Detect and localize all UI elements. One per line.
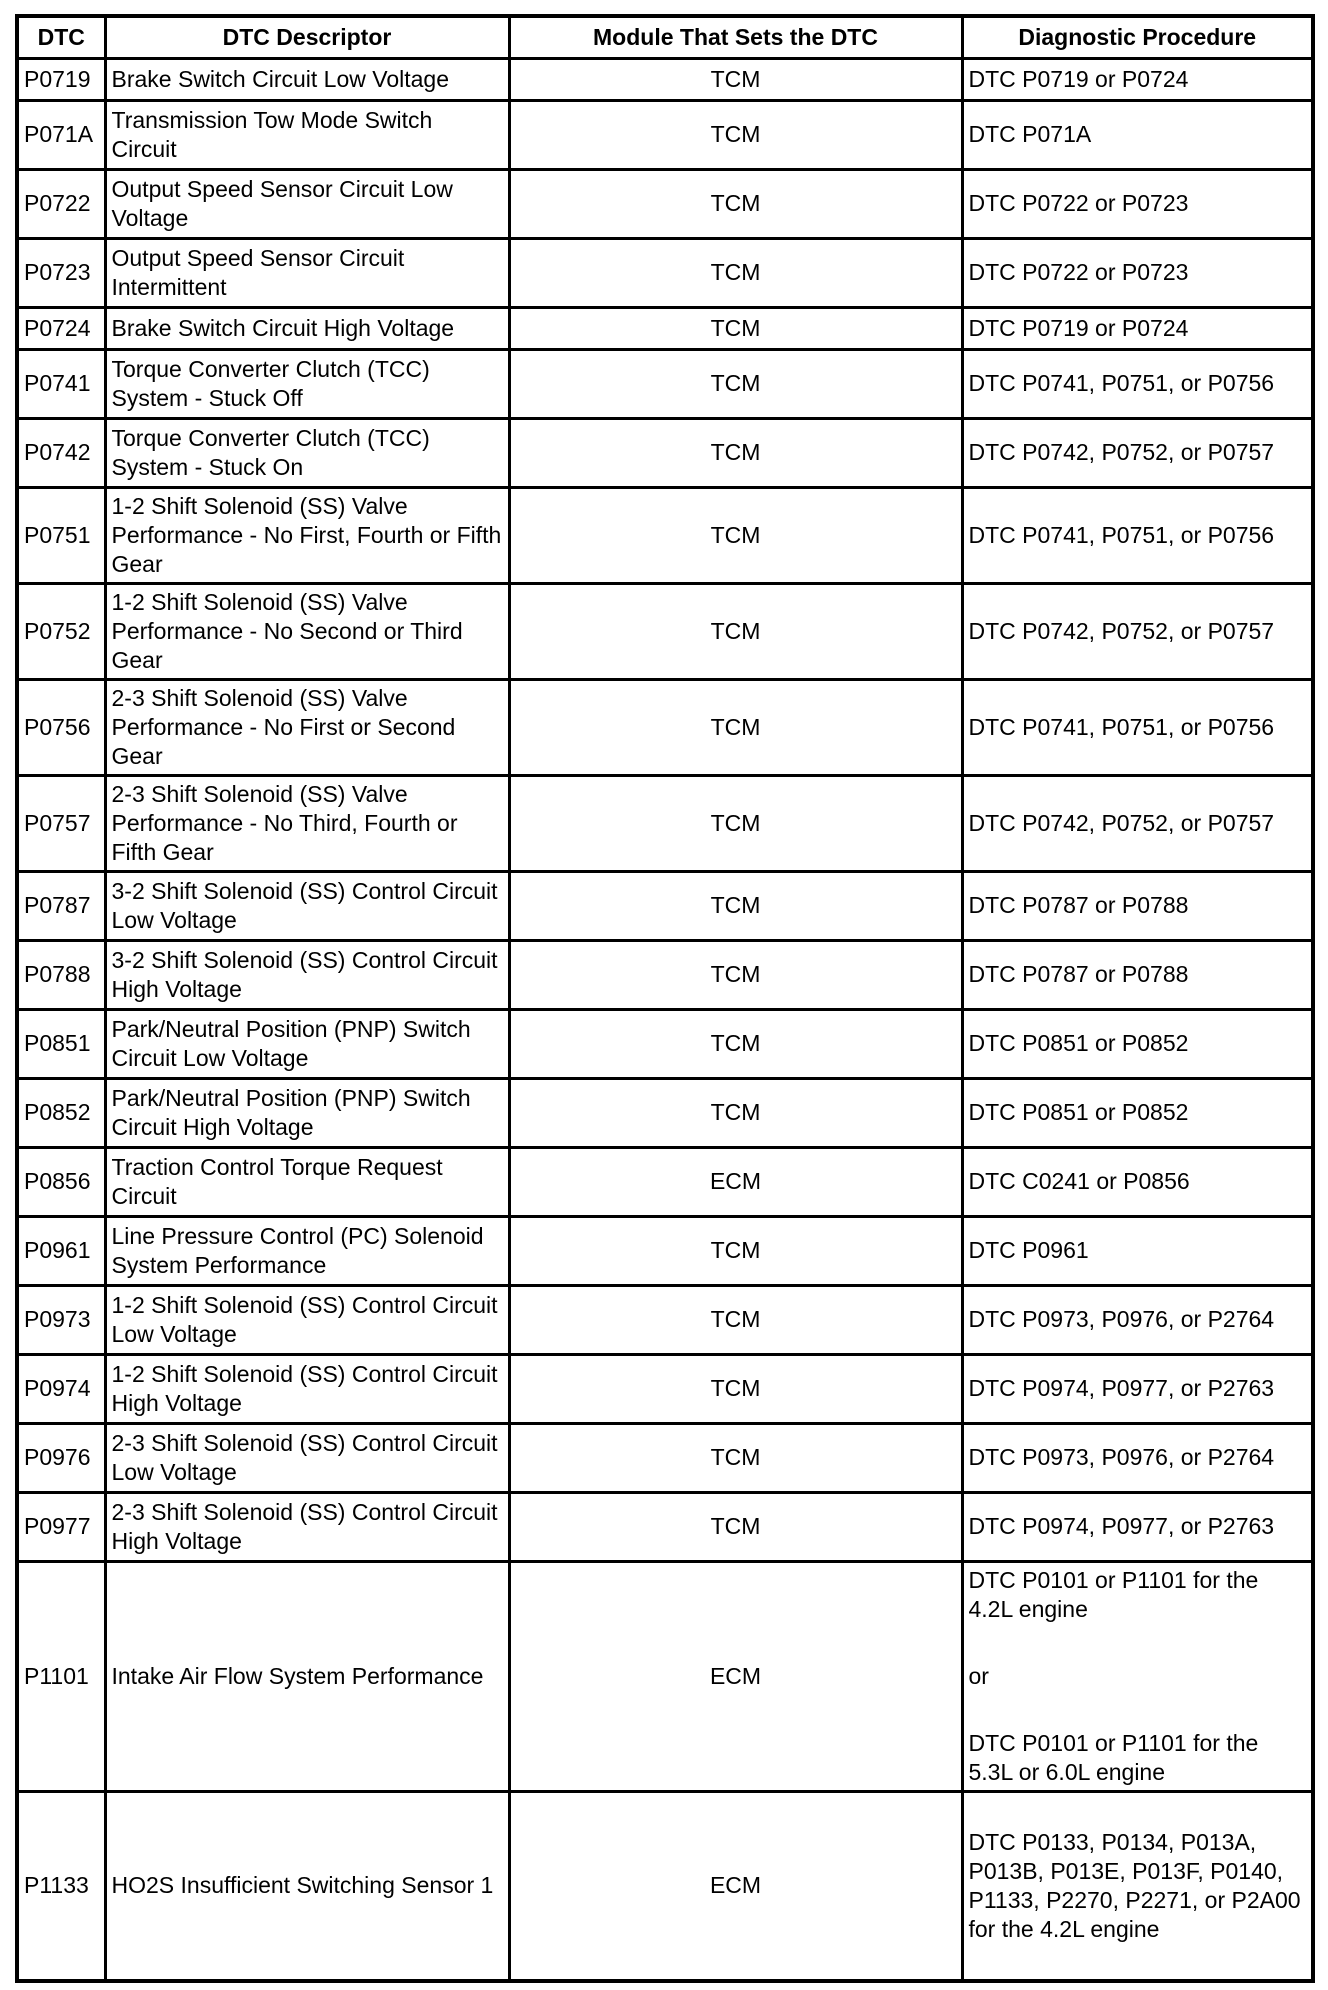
dtc-descriptor-cell: Traction Control Torque Request Circuit <box>105 1147 509 1216</box>
dtc-descriptor-cell: Output Speed Sensor Circuit Intermittent <box>105 238 509 307</box>
table-row <box>17 169 1313 238</box>
diagnostic-procedure-cell <box>962 1354 1313 1423</box>
dtc-descriptor-cell: 1-2 Shift Solenoid (SS) Valve Performance - No First, Fourth or Fifth Gear <box>105 487 509 583</box>
procedure-text: DTC P0742, P0752, or P0757 <box>968 809 1275 836</box>
dtc-code-cell: P0788 <box>17 940 105 1009</box>
procedure-text: DTC P0741, P0751, or P0756 <box>968 521 1275 548</box>
diagnostic-procedure-cell <box>962 100 1313 169</box>
dtc-descriptor-cell: Intake Air Flow System Performance <box>105 1561 509 1791</box>
diagnostic-procedure-cell <box>962 1285 1313 1354</box>
dtc-code-cell: P0856 <box>17 1147 105 1216</box>
module-cell: TCM <box>509 1216 962 1285</box>
dtc-table <box>15 14 1315 1983</box>
table-row <box>17 1561 1313 1791</box>
module-cell: TCM <box>509 238 962 307</box>
dtc-descriptor-cell: 2-3 Shift Solenoid (SS) Control Circuit Low Voltage <box>105 1423 509 1492</box>
module-cell: TCM <box>509 58 962 100</box>
procedure-text: DTC P071A <box>968 121 1092 147</box>
diagnostic-procedure-cell <box>962 1492 1313 1561</box>
module-cell: TCM <box>509 1009 962 1078</box>
header-module: Module That Sets the DTC <box>509 16 962 58</box>
procedure-text: DTC P0741, P0751, or P0756 <box>968 713 1275 740</box>
module-cell: TCM <box>509 1078 962 1147</box>
diagnostic-procedure-cell <box>962 349 1313 418</box>
module-cell: TCM <box>509 307 962 349</box>
table-row <box>17 1216 1313 1285</box>
diagnostic-procedure-cell <box>962 1216 1313 1285</box>
procedure-text: DTC P0787 or P0788 <box>968 892 1189 918</box>
dtc-code-cell: P0724 <box>17 307 105 349</box>
procedure-text: or <box>968 1662 989 1689</box>
dtc-code-cell: P0741 <box>17 349 105 418</box>
dtc-code-cell: P0742 <box>17 418 105 487</box>
procedure-text: DTC P0719 or P0724 <box>968 314 1189 341</box>
module-cell: TCM <box>509 1354 962 1423</box>
dtc-descriptor-cell: 2-3 Shift Solenoid (SS) Valve Performance - No Third, Fourth or Fifth Gear <box>105 775 509 871</box>
dtc-code-cell: P0976 <box>17 1423 105 1492</box>
dtc-descriptor-cell: Output Speed Sensor Circuit Low Voltage <box>105 169 509 238</box>
dtc-code-cell: P0974 <box>17 1354 105 1423</box>
module-cell: TCM <box>509 775 962 871</box>
table-body <box>17 58 1313 1981</box>
procedure-text: DTC P0851 or P0852 <box>968 1099 1189 1125</box>
module-cell: TCM <box>509 169 962 238</box>
module-cell: TCM <box>509 871 962 940</box>
procedure-text: DTC P0719 or P0724 <box>968 65 1189 92</box>
diagnostic-procedure-cell <box>962 1078 1313 1147</box>
dtc-code-cell: P0787 <box>17 871 105 940</box>
dtc-code-cell: P0851 <box>17 1009 105 1078</box>
table-row <box>17 418 1313 487</box>
dtc-code-cell: P0977 <box>17 1492 105 1561</box>
procedure-text: DTC P0742, P0752, or P0757 <box>968 439 1275 465</box>
table-row <box>17 1078 1313 1147</box>
dtc-descriptor-cell: 2-3 Shift Solenoid (SS) Control Circuit High Voltage <box>105 1492 509 1561</box>
header-dtc: DTC <box>17 16 105 58</box>
diagnostic-procedure-cell <box>962 940 1313 1009</box>
module-cell: TCM <box>509 100 962 169</box>
dtc-descriptor-cell: Park/Neutral Position (PNP) Switch Circuit High Voltage <box>105 1078 509 1147</box>
diagnostic-procedure-cell <box>962 58 1313 100</box>
table-row <box>17 487 1313 583</box>
table-row <box>17 1147 1313 1216</box>
dtc-descriptor-cell: Torque Converter Clutch (TCC) System - Stuck On <box>105 418 509 487</box>
diagnostic-procedure-cell <box>962 871 1313 940</box>
header-row <box>17 16 1313 58</box>
dtc-descriptor-cell: HO2S Insufficient Switching Sensor 1 <box>105 1791 509 1981</box>
procedure-text: DTC P0787 or P0788 <box>968 961 1189 987</box>
dtc-code-cell: P0756 <box>17 679 105 775</box>
procedure-text: DTC P0742, P0752, or P0757 <box>968 617 1275 644</box>
dtc-descriptor-cell: Line Pressure Control (PC) Solenoid System Performance <box>105 1216 509 1285</box>
diagnostic-procedure-cell <box>962 1561 1313 1791</box>
module-cell: TCM <box>509 487 962 583</box>
module-cell: TCM <box>509 1423 962 1492</box>
table-row <box>17 940 1313 1009</box>
table-row <box>17 583 1313 679</box>
dtc-code-cell: P0751 <box>17 487 105 583</box>
table-row <box>17 1423 1313 1492</box>
module-cell: ECM <box>509 1791 962 1981</box>
diagnostic-procedure-cell <box>962 1009 1313 1078</box>
table-row <box>17 100 1313 169</box>
diagnostic-procedure-cell <box>962 307 1313 349</box>
table-row <box>17 871 1313 940</box>
table-row <box>17 775 1313 871</box>
dtc-descriptor-cell: Park/Neutral Position (PNP) Switch Circuit Low Voltage <box>105 1009 509 1078</box>
module-cell: TCM <box>509 1285 962 1354</box>
dtc-descriptor-cell: 3-2 Shift Solenoid (SS) Control Circuit Low Voltage <box>105 871 509 940</box>
table-row <box>17 1285 1313 1354</box>
dtc-code-cell: P0973 <box>17 1285 105 1354</box>
procedure-text: DTC P0101 or P1101 for the 5.3L or 6.0L engine <box>968 1729 1259 1785</box>
table-row <box>17 58 1313 100</box>
dtc-descriptor-cell: Transmission Tow Mode Switch Circuit <box>105 100 509 169</box>
dtc-code-cell: P0723 <box>17 238 105 307</box>
procedure-text: DTC P0974, P0977, or P2763 <box>968 1513 1275 1539</box>
dtc-code-cell: P0852 <box>17 1078 105 1147</box>
dtc-code-cell: P0961 <box>17 1216 105 1285</box>
table-row <box>17 307 1313 349</box>
procedure-text: DTC P0851 or P0852 <box>968 1030 1189 1056</box>
procedure-text: DTC P0974, P0977, or P2763 <box>968 1375 1275 1401</box>
procedure-text: DTC P0133, P0134, P013A, P013B, P013E, P013F, P0140, P1133, P2270, P2271, or P2A00 for the 4.2L engine <box>968 1828 1301 1942</box>
diagnostic-procedure-cell <box>962 169 1313 238</box>
diagnostic-procedure-cell <box>962 238 1313 307</box>
table-row <box>17 349 1313 418</box>
dtc-code-cell: P1133 <box>17 1791 105 1981</box>
module-cell: ECM <box>509 1147 962 1216</box>
procedure-text: DTC P0722 or P0723 <box>968 190 1189 216</box>
procedure-text: DTC P0101 or P1101 for the 4.2L engine <box>968 1566 1259 1622</box>
procedure-text: DTC P0973, P0976, or P2764 <box>968 1306 1275 1332</box>
module-cell: TCM <box>509 583 962 679</box>
module-cell: TCM <box>509 1492 962 1561</box>
diagnostic-procedure-cell <box>962 418 1313 487</box>
dtc-descriptor-cell: Brake Switch Circuit High Voltage <box>105 307 509 349</box>
module-cell: ECM <box>509 1561 962 1791</box>
dtc-descriptor-cell: 1-2 Shift Solenoid (SS) Valve Performance - No Second or Third Gear <box>105 583 509 679</box>
diagnostic-procedure-cell <box>962 1147 1313 1216</box>
diagnostic-procedure-cell <box>962 1423 1313 1492</box>
module-cell: TCM <box>509 418 962 487</box>
header-procedure: Diagnostic Procedure <box>962 16 1313 58</box>
dtc-descriptor-cell: Brake Switch Circuit Low Voltage <box>105 58 509 100</box>
diagnostic-procedure-cell <box>962 775 1313 871</box>
dtc-code-cell: P071A <box>17 100 105 169</box>
table-row <box>17 1492 1313 1561</box>
procedure-text: DTC C0241 or P0856 <box>968 1168 1190 1194</box>
dtc-descriptor-cell: 1-2 Shift Solenoid (SS) Control Circuit High Voltage <box>105 1354 509 1423</box>
diagnostic-procedure-cell <box>962 1791 1313 1981</box>
procedure-text: DTC P0722 or P0723 <box>968 259 1189 285</box>
header-descriptor: DTC Descriptor <box>105 16 509 58</box>
table-row <box>17 238 1313 307</box>
procedure-text: DTC P0973, P0976, or P2764 <box>968 1444 1275 1470</box>
table-row <box>17 679 1313 775</box>
diagnostic-procedure-cell <box>962 679 1313 775</box>
dtc-code-cell: P0757 <box>17 775 105 871</box>
procedure-text: DTC P0741, P0751, or P0756 <box>968 370 1275 396</box>
dtc-code-cell: P0719 <box>17 58 105 100</box>
module-cell: TCM <box>509 679 962 775</box>
dtc-code-cell: P0722 <box>17 169 105 238</box>
table-row <box>17 1009 1313 1078</box>
procedure-spacer <box>969 1691 1307 1729</box>
dtc-descriptor-cell: 3-2 Shift Solenoid (SS) Control Circuit High Voltage <box>105 940 509 1009</box>
dtc-code-cell: P0752 <box>17 583 105 679</box>
diagnostic-procedure-cell <box>962 487 1313 583</box>
module-cell: TCM <box>509 349 962 418</box>
table-row <box>17 1791 1313 1981</box>
diagnostic-procedure-cell <box>962 583 1313 679</box>
dtc-descriptor-cell: 2-3 Shift Solenoid (SS) Valve Performance - No First or Second Gear <box>105 679 509 775</box>
procedure-text: DTC P0961 <box>968 1237 1089 1263</box>
dtc-descriptor-cell: 1-2 Shift Solenoid (SS) Control Circuit Low Voltage <box>105 1285 509 1354</box>
dtc-descriptor-cell: Torque Converter Clutch (TCC) System - Stuck Off <box>105 349 509 418</box>
table-row <box>17 1354 1313 1423</box>
procedure-spacer <box>969 1624 1307 1662</box>
dtc-code-cell: P1101 <box>17 1561 105 1791</box>
module-cell: TCM <box>509 940 962 1009</box>
